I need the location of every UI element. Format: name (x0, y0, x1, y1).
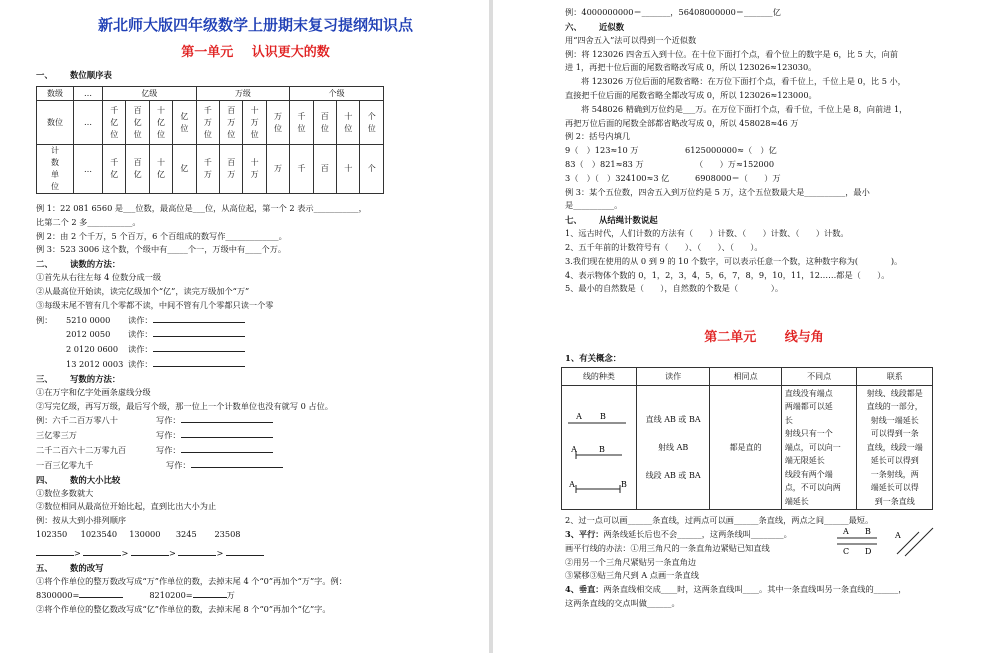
counting-line: 4、表示物体个数的 0，1，2，3，4，5，6，7，8，9，10，11，12……都是（ ）。 (565, 269, 890, 280)
approx-line: 将 123026 万位后面的尾数省略：在万位下面打个点，看千位上，千位上是 0，比 5 小， (581, 76, 906, 87)
read-rule-2: ②从最高位开始读，读完亿级加个“亿”，读完万级加个“万” (36, 285, 250, 296)
table-cell: 万 (266, 145, 289, 194)
counting-line: 5、最小的自然数是（ ），自然数的个数是（ ）。 (565, 283, 784, 294)
example-1b: 比第二个 2 多___________。 (36, 216, 141, 227)
reads-cell: 直线 AB 或 BA 射线 AB 线段 AB 或 BA (636, 386, 709, 510)
table-cell: 十 亿 位 (149, 101, 172, 145)
rewrite-example-top: 例：4000000000＝_______，56408000000＝_______亿 (565, 7, 781, 17)
same-cell: 都是直的 (710, 386, 781, 510)
approx-line: 再把万位后面的尾数全部都省略改写成 0，所以 458028≈46 万 (565, 117, 799, 128)
line-label-a: A (576, 411, 582, 421)
unit1-heading (36, 41, 475, 60)
table-cell: 千 位 (290, 101, 313, 145)
line-kinds-figure (562, 393, 632, 503)
approx-line: 例：将 123026 四舍五入到十位。在十位下面打个点，看个位上的数字是 6，比 5 大，向前 (565, 48, 899, 59)
diff-cell: 直线没有端点 两端都可以延 长 射线只有一个 端点，可以向一 端无限延长 线段有两个端 点，不可以向两 端延长 (781, 386, 857, 510)
section-5-heading: 五、 数的改写 (36, 562, 104, 573)
segment-label-b: B (621, 479, 627, 489)
table-cell: 亿 (173, 145, 196, 194)
read-rule-3: ③每级末尾不管有几个零都不读，中间不管有几个零都只读一个零 (36, 299, 274, 310)
table-cell: 百 (313, 145, 336, 194)
table-cell: 亿 位 (173, 101, 196, 145)
compare-numbers: 102350 1023540 130000 3245 23508 (36, 528, 241, 539)
compare-example: 例：按从大到小排列顺序 (36, 515, 127, 526)
write-example-row: 二千二百六十二万零九百 写作： (36, 443, 475, 458)
svg-text:A: A (843, 526, 849, 536)
table-cell: 百 位 (313, 101, 336, 145)
lines-point-2: 2、过一点可以画______条直线，过两点可以画______条直线，两点之间______最短。 (565, 515, 874, 526)
write-example-row: 一百三亿零九千 写作： (36, 458, 475, 473)
table-cell: 千 万 (196, 145, 219, 194)
table-cell: 千 (290, 145, 313, 194)
counting-line: 1、远古时代，人们计数的方法有（ ）计数、（ ）计数、（ ）计数。 (565, 228, 849, 239)
read-example-row: 2012 0050 读作： (36, 327, 475, 342)
link-cell: 射线、线段都是 直线的一部分， 射线一端延长 可以得到一条 直线，线段一端 延长可以得到 一条射线，两 端延长可以得 到一条直线 (857, 386, 933, 510)
fill-row: 9（ ）123≈10 万 6125000000≈（ ）亿 (565, 145, 777, 156)
table-cell: 个 (360, 145, 384, 194)
compare-rule-1: ①数位多数就大 (36, 487, 94, 498)
lines-table-header: 读作 (636, 368, 709, 386)
table-cell: 百 亿 (126, 145, 149, 194)
write-example-row: 三亿零三万 写作： (36, 428, 475, 443)
section-2-heading: 二、 读数的方法： (36, 259, 121, 270)
table-cell: 十 万 (243, 145, 266, 194)
unit1-topic: 认识更大的数 (251, 45, 330, 60)
segment-label-a: A (569, 479, 575, 489)
table-header-cell: 亿级 (103, 87, 197, 101)
write-rule-2: ②写完亿级，再写万级，最后写个级，那一位上一个计数单位也没有就写 0 占位。 (36, 400, 333, 411)
table-header-cell: 万级 (196, 87, 290, 101)
line-kinds-cell (562, 386, 637, 510)
lines-table-header: 不同点 (781, 368, 857, 386)
svg-text:A: A (895, 530, 901, 540)
table-header-cell: 个级 (290, 87, 384, 101)
table-cell: 万 位 (266, 101, 289, 145)
section-1-heading: 一、 数位顺序表 (36, 70, 112, 80)
document-title: 新北师大版四年级数学上册期末复习提纲知识点 (97, 16, 413, 34)
approx-line: 直接把千位后面的尾数省略全都改写成 0，所以 123026≈123000。 (565, 89, 817, 100)
table-cell: 十 (337, 145, 360, 194)
parallel-line: 3、平行：两条线延长后也不会______，这两条线叫________。 A B C D A (565, 528, 963, 542)
approx-line: 例 2：括号内填几 (565, 131, 631, 142)
svg-text:D: D (865, 546, 872, 556)
write-rule-1: ①在万字和亿字处画条虚线分级 (36, 386, 151, 397)
section-6-heading: 六、 近似数 (565, 21, 625, 32)
table-cell: 计 数 单 位 (37, 145, 74, 194)
svg-text:B: B (865, 526, 871, 536)
read-rule-1: ①首先从右往左每 4 位数分成一级 (36, 272, 162, 283)
table-row-place: 数位 … 千 亿 位 百 亿 位 十 亿 位 亿 位 千 万 位 百 万 位 十 万 位 万 位 千 位 百 位 十 位 个 位 (37, 101, 384, 145)
table-row-unit: 计 数 单 位 … 千 亿 百 亿 十 亿 亿 千 万 百 万 十 万 万 千 百 十 个 (37, 145, 384, 194)
perpendicular-line-2: 这两条直线的交点叫做______。 (565, 597, 680, 608)
example-3: 例 3：523 3006 这个数，个级中有_____个一，万级中有____个万。 (36, 244, 287, 255)
read-example-row: 13 2012 0003 读作： (36, 357, 475, 372)
table-cell: 千 亿 位 (103, 101, 126, 145)
place-value-table (36, 86, 384, 194)
ray-label-b: B (599, 444, 605, 454)
lines-table-header: 联系 (857, 368, 933, 386)
rewrite-example: 8300000= 8210200= 万 (36, 590, 235, 601)
parallel-method-3: ③紧移③贴三角尺到 A 点画一条直线 (565, 570, 699, 581)
svg-text:C: C (843, 546, 850, 556)
section-4-heading: 四、 数的大小比较 (36, 474, 121, 485)
left-page (0, 0, 489, 653)
compare-rule-2: ②数位相同从最高位开始比起，直到比出大小为止 (36, 501, 217, 512)
table-cell: 百 万 (220, 145, 243, 194)
table-cell: 千 亿 (103, 145, 126, 194)
write-example-row: 例：六千二百万零八十 写作： (36, 413, 475, 428)
parallel-figure (833, 524, 943, 558)
fill-row: 3（ ）（ ）324100≈3 亿 6908000＝（ ）万 (565, 172, 781, 183)
parallel-method-1: 画平行线的办法：①用三角尺的一条直角边紧贴已知直线 (565, 542, 770, 553)
approx-line: 是__________。 (565, 200, 623, 211)
section-7-heading: 七、 从结绳计数说起 (565, 215, 658, 226)
table-cell: 个 位 (360, 101, 384, 145)
unit2-heading (565, 326, 963, 345)
lines-table-header: 线的种类 (562, 368, 637, 386)
table-header-cell: … (74, 87, 103, 101)
approx-line: 将 548026 精确到万位约是___万。在万位下面打个点，看千位，千位上是 8，向前进 1， (581, 103, 908, 114)
read-example-row: 例： 5210 0000 读作： (36, 313, 475, 328)
table-header-cell: 数级 (37, 87, 74, 101)
example-1a: 例 1：22 081 6560 是___位数，最高位是___位，从高位起，第一个 2 表示___________， (36, 203, 367, 213)
table-cell: 十 位 (337, 101, 360, 145)
unit1-name: 第一单元 (181, 45, 234, 60)
parallel-method-2: ②用另一个三角尺紧贴另一条直角边 (565, 556, 697, 567)
counting-line: 3.我们现在使用的从 0 到 9 的 10 个数字，可以表示任意一个数，这种数字称为( )。 (565, 255, 903, 266)
rewrite-rule-2: ②将个作单位的整亿数改写成“亿”作单位的数，去掉末尾 8 个“0”再加个“亿”字。 (36, 604, 331, 615)
section-3-heading: 三、 写数的方法： (36, 373, 121, 384)
fill-row: 83（ ）821≈83 万 （ ）万≈152000 (565, 158, 775, 169)
rewrite-rule-1: ①将个作单位的整万数改写成“万”作单位的数，去掉末尾 4 个“0”再加个“万”字。例： (36, 575, 347, 586)
table-cell: 百 万 位 (220, 101, 243, 145)
concepts-heading: 1、有关概念： (565, 353, 622, 364)
approx-line: 进 1，再把十位后面的尾数省略改写成 0，所以 123026≈123030。 (565, 62, 817, 73)
unit2-name: 第二单元 (704, 330, 757, 346)
ray-label-a: A (571, 444, 577, 454)
table-cell: 千 万 位 (196, 101, 219, 145)
right-page (493, 0, 983, 653)
lines-table-row (562, 386, 933, 510)
table-cell: 十 亿 (149, 145, 172, 194)
counting-line: 2、五千年前的计数符号有（ ）、（ ）、（ ）。 (565, 241, 763, 252)
approx-line: 用“四舍五入”法可以得到一个近似数 (565, 34, 697, 45)
compare-answer-blanks: > > > > (36, 546, 475, 561)
lines-table-header: 相同点 (710, 368, 781, 386)
lines-table (561, 367, 933, 510)
table-cell: 百 亿 位 (126, 101, 149, 145)
line-label-b: B (600, 411, 606, 421)
approx-line: 例 3：某个五位数，四舍五入到万位约是 5 万，这个五位数最大是__________，最小 (565, 186, 870, 197)
perpendicular-line: 4、垂直：两条直线相交成____时，这两条直线叫____。其中一条直线叫另一条直线的______， (565, 584, 907, 595)
table-cell: 十 万 位 (243, 101, 266, 145)
unit2-topic: 线与角 (784, 330, 824, 346)
example-2: 例 2：由 2 个千万，5 个百万，6 个百组成的数写作_____________。 (36, 230, 287, 241)
read-example-row: 2 0120 0600 读作： (36, 342, 475, 357)
